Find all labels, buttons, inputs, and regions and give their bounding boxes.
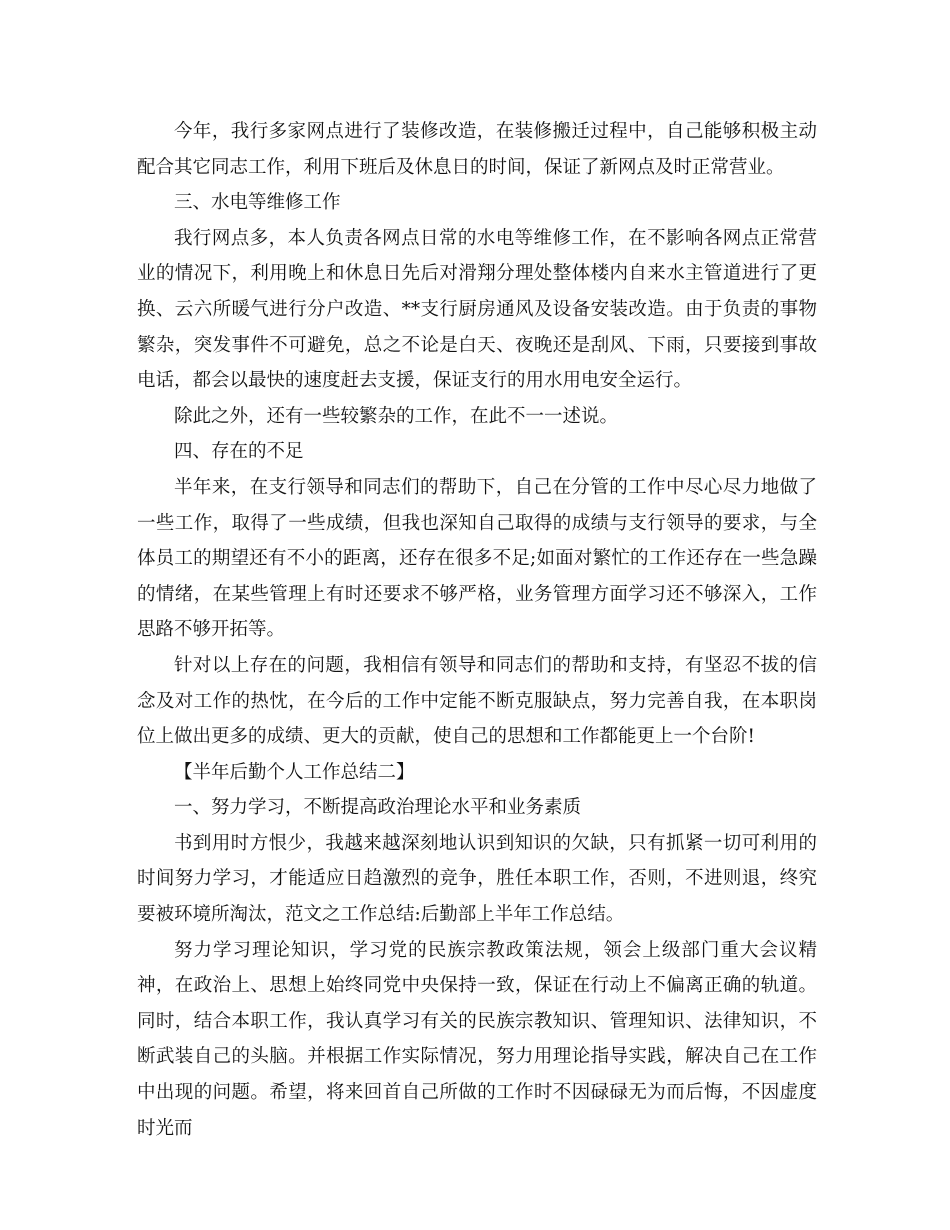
document-body [137, 114, 817, 1146]
section-heading: 【半年后勤个人工作总结二】 [174, 761, 415, 783]
body-paragraph: 努力学习理论知识，学习党的民族宗教政策法规，领会上级部门重大会议精神，在政治上、思想上始终同党中央保持一致，保证在行动上不偏离正确的轨道。同时，结合本职工作，我认真学习有关的民族宗教知识、管理知识、法律知识，不断武装自己的头脑。并根据工作实际情况，努力用理论指导实践，解决自己在工作中出现的问题。希望，将来回首自己所做的工作时不因碌碌无为而后悔，不因虚度时光而 [137, 939, 817, 1139]
section-heading: 四、存在的不足 [174, 441, 304, 463]
body-paragraph: 半年来，在支行领导和同志们的帮助下，自己在分管的工作中尽心尽力地做了一些工作，取得了一些成绩，但我也深知自己取得的成绩与支行领导的要求，与全体员工的期望还有不小的距离，还存在很多不足;如面对繁忙的工作还存在一些急躁的情绪，在某些管理上有时还要求不够严格，业务管理方面学习还不够深入，工作思路不够开拓等。 [137, 476, 817, 641]
body-paragraph: 除此之外，还有一些较繁杂的工作，在此不一一述说。 [174, 405, 619, 427]
body-paragraph: 书到用时方恨少，我越来越深刻地认识到知识的欠缺，只有抓紧一切可利用的时间努力学习，才能适应日趋激烈的竞争，胜任本职工作，否则，不进则退，终究要被环境所淘汰，范文之工作总结:后勤部上半年工作总结。 [137, 832, 817, 926]
section-heading: 三、水电等维修工作 [174, 192, 341, 214]
body-paragraph: 针对以上存在的问题，我相信有领导和同志们的帮助和支持，有坚忍不拔的信念及对工作的热忱，在今后的工作中定能不断克服缺点，努力完善自我，在本职岗位上做出更多的成绩、更大的贡献，使自己的思想和工作都能更上一个台阶! [137, 654, 817, 748]
body-paragraph: 我行网点多，本人负责各网点日常的水电等维修工作，在不影响各网点正常营业的情况下，利用晚上和休息日先后对滑翔分理处整体楼内自来水主管道进行了更换、云六所暖气进行分户改造、**支行厨房通风及设备安装改造。由于负责的事物繁杂，突发事件不可避免，总之不论是白天、夜晚还是刮风、下雨，只要接到事故电话，都会以最快的速度赶去支援，保证支行的用水用电安全运行。 [137, 227, 817, 392]
section-heading: 一、努力学习，不断提高政治理论水平和业务素质 [174, 797, 582, 819]
body-paragraph: 今年，我行多家网点进行了装修改造，在装修搬迁过程中，自己能够积极主动配合其它同志工作，利用下班后及休息日的时间，保证了新网点及时正常营业。 [137, 121, 817, 178]
